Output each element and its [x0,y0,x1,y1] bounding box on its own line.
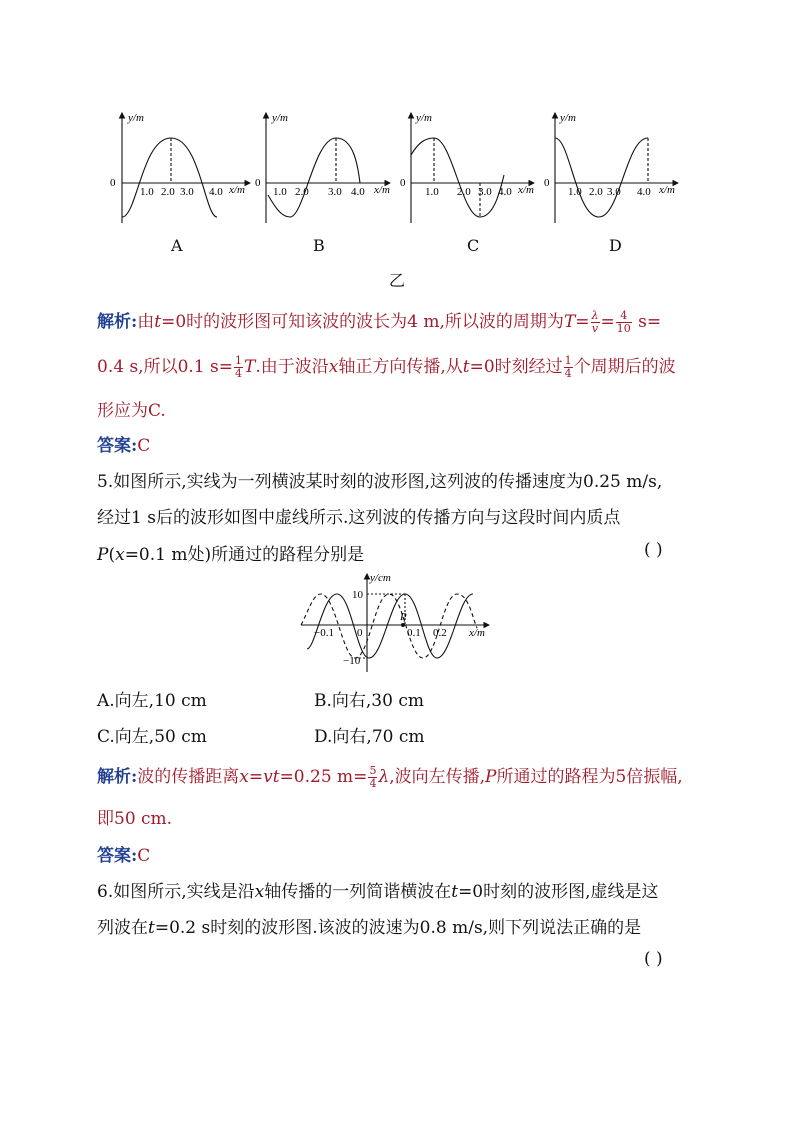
graph-letter-b: B [313,236,325,255]
origin-label-d: 0 [544,177,550,189]
tick-c-3: 3.0 [478,186,492,198]
tick-c-2: 2.0 [457,186,471,198]
fraction-one-quarter: $\frac{1}{4}$ [234,354,242,380]
wave-curve-d [555,138,648,217]
tick-b-1: 1.0 [273,186,287,198]
q5-option-c[interactable]: C.向左,50 cm [97,727,207,747]
q5-y-top-label: 10 [352,589,363,601]
q5-point-p-label: P [400,611,407,623]
wave-curve-b [268,138,360,217]
q5-question-line3: P(x=0.1 m处)所通过的路程分别是 [97,545,365,565]
origin-label-a: 0 [110,177,116,189]
fraction-lambda-over-v: $\frac{\lambda}{v}$ [591,309,599,335]
graph-letter-c: C [467,236,480,255]
wave-graphs [100,105,700,230]
graph-d [555,113,678,223]
q5-answer-paren: ( ) [644,540,663,560]
y-axis-label-b: y/m [272,112,288,124]
graph-letter-d: D [609,236,622,255]
tick-b-3: 3.0 [328,186,342,198]
q4-answer: 答案:C [97,436,151,456]
x-axis-label-d: x/m [659,184,675,196]
origin-label-b: 0 [255,177,261,189]
q5-option-a[interactable]: A.向左,10 cm [97,691,207,711]
tick-b-4: 4.0 [351,186,365,198]
q5-x-axis-label: x/m [469,627,485,639]
tick-a-3: 3.0 [180,186,194,198]
q5-x1-label: 0.1 [407,627,421,639]
tick-a-2: 2.0 [161,186,175,198]
q5-question-line2: 经过1 s后的波形如图中虚线所示.这列波的传播方向与这段时间内质点 [97,508,621,528]
q5-explanation-line2: 即50 cm. [97,809,173,829]
fraction-5-over-4: $\frac{5}{4}$ [369,764,377,790]
q5-y-axis-label: y/cm [370,572,391,584]
wave-curve-c [411,138,504,217]
q6-question-line1: 6.如图所示,实线是沿x轴传播的一列简谐横波在t=0时刻的波形图,虚线是这 [97,882,659,902]
q6-answer-paren: ( ) [644,949,663,969]
origin-label-c: 0 [400,177,406,189]
y-axis-label-c: y/m [416,112,432,124]
y-axis-label-d: y/m [560,112,576,124]
graph-a [122,113,250,223]
graph-b [266,113,390,223]
q5-explanation-line1: 解析:波的传播距离x=vt=0.25 m= $\frac{5}{4}$ λ,波向左传播,P所通过的路程为5倍振幅, [97,764,683,790]
q5-option-d[interactable]: D.向右,70 cm [314,727,425,747]
y-axis-label-a: y/m [128,112,144,124]
tick-b-2: 2.0 [295,186,309,198]
q5-origin-label: 0 [357,627,363,639]
q5-y-bottom-label: −10 [343,655,361,667]
tick-d-1: 1.0 [568,186,582,198]
tick-d-3: 3.0 [607,186,621,198]
q6-question-line2: 列波在t=0.2 s时刻的波形图.该波的波速为0.8 m/s,则下列说法正确的是 [97,918,642,938]
graph-c [411,113,534,223]
q5-question-line1: 5.如图所示,实线为一列横波某时刻的波形图,这列波的传播速度为0.25 m/s, [97,472,663,492]
tick-a-4: 4.0 [209,186,223,198]
point-p-dot [401,623,405,627]
wave-curve-a [122,138,217,217]
x-axis-label-c: x/m [518,184,534,196]
x-axis-label-b: x/m [374,184,390,196]
tick-a-1: 1.0 [140,186,154,198]
q5-x2-label: 0.2 [433,627,447,639]
fraction-4-over-10: $\frac{4}{10}$ [616,309,631,335]
x-axis-label-a: x/m [229,184,245,196]
tick-c-1: 1.0 [425,186,439,198]
q5-wave-graph [297,570,497,676]
tick-c-4: 4.0 [498,186,512,198]
q4-explanation-line2: 0.4 s,所以0.1 s= $\frac{1}{4}$ T.由于波沿x轴正方向传播,从t=0时刻经过 $\frac{1}{4}$ 个周期后的波 [97,354,676,380]
q4-explanation-line3: 形应为C. [97,401,166,421]
q4-explanation-line1: 解析:由t=0时的波形图可知该波的波长为4 m,所以波的周期为T= $\frac{\lambda}{v}$ = $\frac{4}{10}$ s= [97,309,662,335]
graph-letter-a: A [171,236,183,255]
q5-x-neg-label: −0.1 [314,627,334,639]
figure-caption: 乙 [389,271,406,290]
tick-d-4: 4.0 [637,186,651,198]
q5-jiexi-label: 解析: [97,767,138,787]
q5-answer: 答案:C [97,846,151,866]
tick-d-2: 2.0 [589,186,603,198]
q4-jiexi-label: 解析: [97,312,138,332]
q5-option-b[interactable]: B.向右,30 cm [314,691,424,711]
fraction-one-quarter-2: $\frac{1}{4}$ [564,354,572,380]
